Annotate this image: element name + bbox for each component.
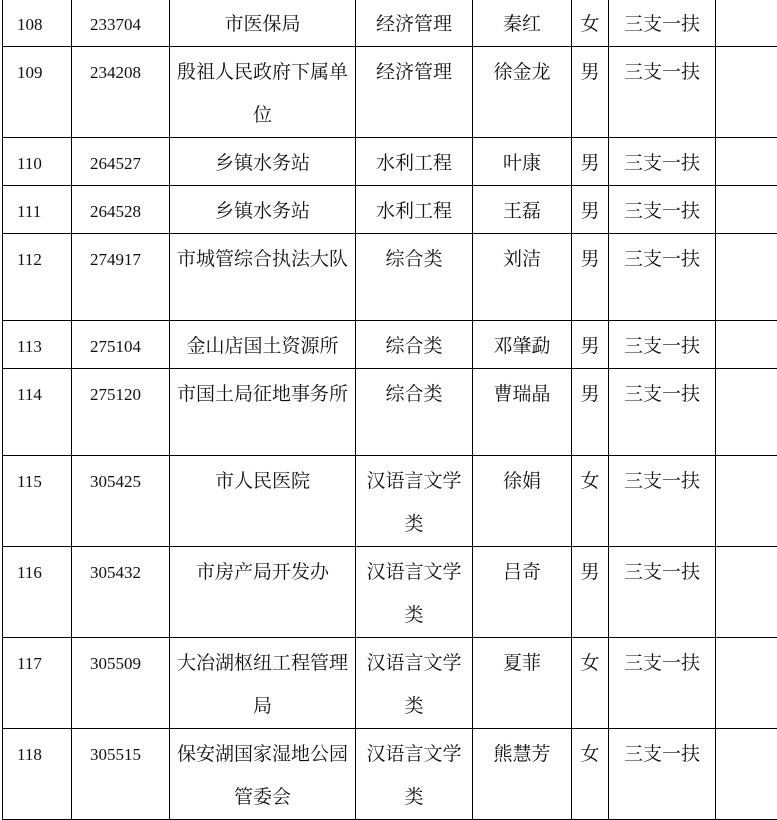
table-row [3,186,777,234]
row-number-cell: 109 [3,47,72,138]
gender-cell: 女 [572,638,609,729]
blank-cell [716,638,777,729]
major-cell: 综合类 [356,234,473,321]
employer-unit-cell: 大冶湖枢纽工程管理局 [170,638,356,729]
gender-cell: 女 [572,729,609,820]
program-type-cell: 三支一扶 [609,638,716,729]
employer-unit-cell: 市城管综合执法大队 [170,234,356,321]
row-number-cell: 117 [3,638,72,729]
gender-cell: 男 [572,369,609,456]
employer-unit-cell: 市房产局开发办 [170,547,356,638]
table-row [3,729,777,820]
program-type-cell: 三支一扶 [609,0,716,47]
blank-cell [716,547,777,638]
table-row [3,547,777,638]
row-number-cell: 115 [3,456,72,547]
blank-cell [716,369,777,456]
program-type-cell: 三支一扶 [609,234,716,321]
major-cell: 综合类 [356,321,473,369]
blank-cell [716,456,777,547]
gender-cell: 男 [572,234,609,321]
candidate-name-cell: 王磊 [473,186,572,234]
candidate-name-cell: 熊慧芳 [473,729,572,820]
recruitment-table [2,0,777,820]
position-code-cell: 305515 [72,729,170,820]
gender-cell: 男 [572,547,609,638]
table-row [3,0,777,47]
position-code-cell: 275104 [72,321,170,369]
employer-unit-cell: 市国土局征地事务所 [170,369,356,456]
program-type-cell: 三支一扶 [609,369,716,456]
row-number-cell: 113 [3,321,72,369]
employer-unit-cell: 市医保局 [170,0,356,47]
gender-cell: 男 [572,47,609,138]
program-type-cell: 三支一扶 [609,547,716,638]
program-type-cell: 三支一扶 [609,47,716,138]
position-code-cell: 305425 [72,456,170,547]
position-code-cell: 305509 [72,638,170,729]
table-body [3,0,777,820]
position-code-cell: 233704 [72,0,170,47]
row-number-cell: 112 [3,234,72,321]
table-row [3,47,777,138]
table-row [3,234,777,321]
candidate-name-cell: 刘洁 [473,234,572,321]
program-type-cell: 三支一扶 [609,729,716,820]
position-code-cell: 274917 [72,234,170,321]
major-cell: 汉语言文学类 [356,638,473,729]
row-number-cell: 116 [3,547,72,638]
row-number-cell: 118 [3,729,72,820]
table-row [3,638,777,729]
blank-cell [716,729,777,820]
table-row [3,369,777,456]
gender-cell: 男 [572,138,609,186]
major-cell: 水利工程 [356,186,473,234]
position-code-cell: 264527 [72,138,170,186]
table-row [3,456,777,547]
employer-unit-cell: 乡镇水务站 [170,138,356,186]
candidate-name-cell: 徐娟 [473,456,572,547]
program-type-cell: 三支一扶 [609,186,716,234]
row-number-cell: 111 [3,186,72,234]
employer-unit-cell: 乡镇水务站 [170,186,356,234]
major-cell: 经济管理 [356,0,473,47]
gender-cell: 男 [572,186,609,234]
row-number-cell: 108 [3,0,72,47]
employer-unit-cell: 金山店国土资源所 [170,321,356,369]
employer-unit-cell: 保安湖国家湿地公园管委会 [170,729,356,820]
blank-cell [716,321,777,369]
row-number-cell: 114 [3,369,72,456]
program-type-cell: 三支一扶 [609,138,716,186]
blank-cell [716,0,777,47]
major-cell: 汉语言文学类 [356,547,473,638]
employer-unit-cell: 市人民医院 [170,456,356,547]
candidate-name-cell: 叶康 [473,138,572,186]
gender-cell: 女 [572,456,609,547]
major-cell: 汉语言文学类 [356,456,473,547]
candidate-name-cell: 吕奇 [473,547,572,638]
major-cell: 经济管理 [356,47,473,138]
table-row [3,138,777,186]
program-type-cell: 三支一扶 [609,456,716,547]
major-cell: 综合类 [356,369,473,456]
table-row [3,321,777,369]
gender-cell: 女 [572,0,609,47]
candidate-name-cell: 曹瑞晶 [473,369,572,456]
gender-cell: 男 [572,321,609,369]
blank-cell [716,47,777,138]
candidate-name-cell: 徐金龙 [473,47,572,138]
major-cell: 水利工程 [356,138,473,186]
program-type-cell: 三支一扶 [609,321,716,369]
employer-unit-cell: 殷祖人民政府下属单位 [170,47,356,138]
blank-cell [716,186,777,234]
position-code-cell: 264528 [72,186,170,234]
position-code-cell: 305432 [72,547,170,638]
blank-cell [716,234,777,321]
candidate-name-cell: 夏菲 [473,638,572,729]
candidate-name-cell: 秦红 [473,0,572,47]
candidate-name-cell: 邓肇勐 [473,321,572,369]
row-number-cell: 110 [3,138,72,186]
position-code-cell: 234208 [72,47,170,138]
major-cell: 汉语言文学类 [356,729,473,820]
blank-cell [716,138,777,186]
position-code-cell: 275120 [72,369,170,456]
